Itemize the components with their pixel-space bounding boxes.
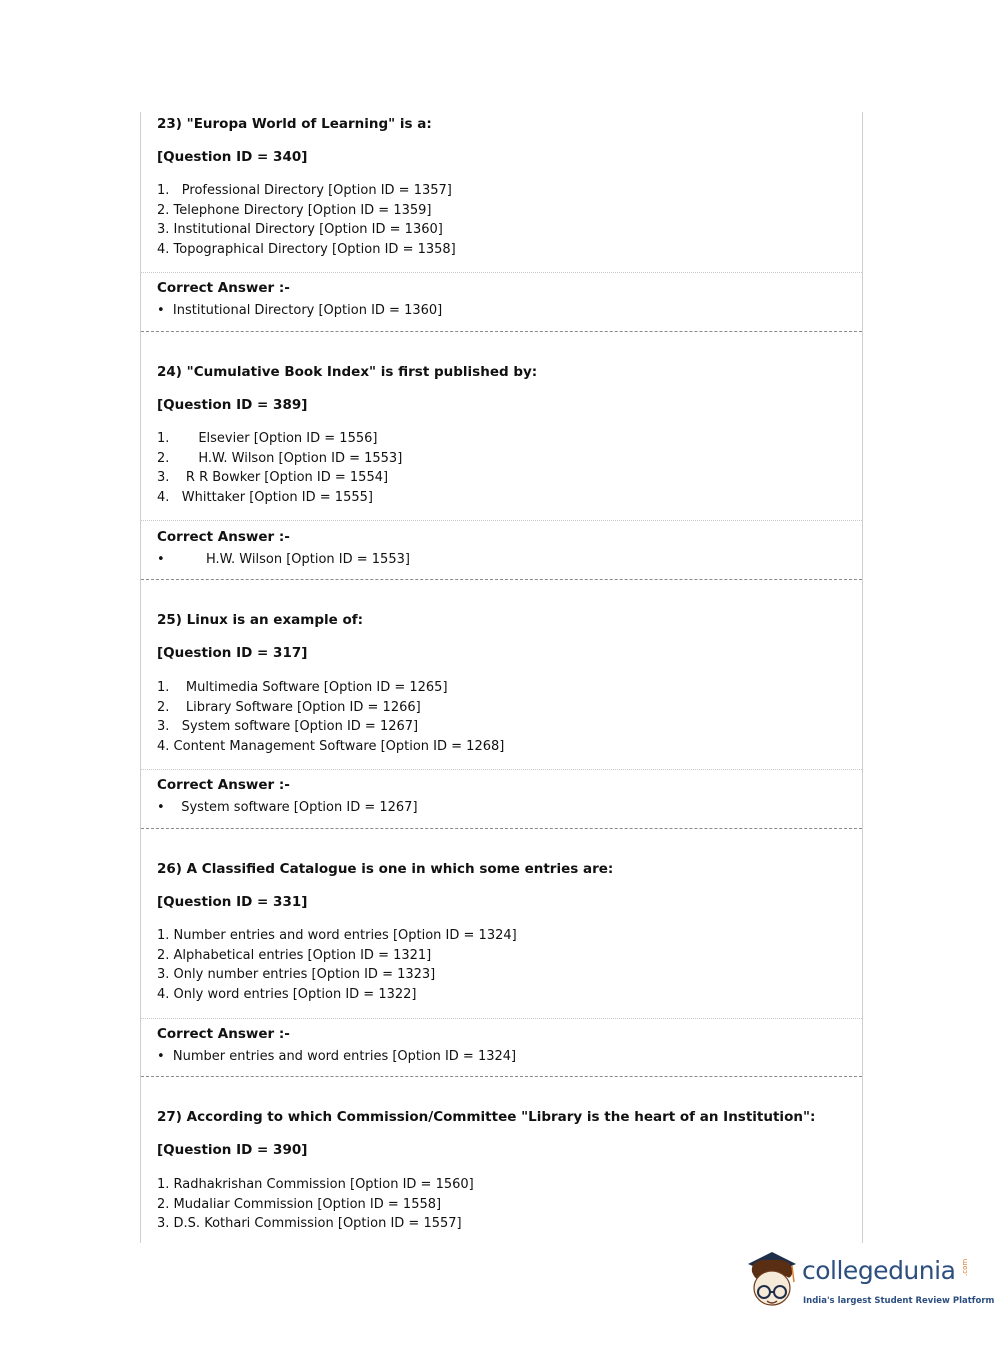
option-item: 2. H.W. Wilson [Option ID = 1553] bbox=[157, 450, 403, 466]
option-list bbox=[157, 678, 504, 756]
option-item: 4. Topographical Directory [Option ID = 1358] bbox=[157, 241, 456, 257]
correct-answer: • System software [Option ID = 1267] bbox=[157, 800, 418, 815]
collegedunia-logo bbox=[742, 1250, 995, 1320]
option-item: 1. Radhakrishan Commission [Option ID = 1560] bbox=[157, 1177, 474, 1192]
option-item: 3. R R Bowker [Option ID = 1554] bbox=[157, 470, 389, 486]
option-item: 3. D.S. Kothari Commission [Option ID = 1557] bbox=[157, 1216, 462, 1232]
correct-answer-label: Correct Answer :- bbox=[157, 529, 290, 545]
section-divider bbox=[141, 272, 862, 273]
option-item: 3. Institutional Directory [Option ID = 1360] bbox=[157, 222, 443, 238]
question-title: 26) A Classified Catalogue is one in which some entries are: bbox=[157, 861, 614, 877]
mascot-icon bbox=[742, 1250, 802, 1320]
option-item: 4. Whittaker [Option ID = 1555] bbox=[157, 489, 373, 505]
option-list bbox=[157, 181, 456, 259]
option-item: 2. Telephone Directory [Option ID = 1359] bbox=[157, 202, 432, 218]
section-divider bbox=[141, 1018, 862, 1019]
question-id: [Question ID = 317] bbox=[157, 645, 308, 661]
option-list bbox=[157, 926, 517, 1004]
question-id: [Question ID = 389] bbox=[157, 397, 308, 413]
question-sheet bbox=[140, 112, 863, 1243]
option-item: 2. Mudaliar Commission [Option ID = 1558] bbox=[157, 1196, 442, 1212]
question-id: [Question ID = 340] bbox=[157, 149, 308, 165]
correct-answer-label: Correct Answer :- bbox=[157, 1026, 290, 1042]
question-divider bbox=[141, 579, 862, 580]
option-item: 3. System software [Option ID = 1267] bbox=[157, 719, 419, 735]
correct-answer-label: Correct Answer :- bbox=[157, 777, 290, 793]
option-item: 1. Multimedia Software [Option ID = 1265] bbox=[157, 680, 448, 695]
option-item: 2. Library Software [Option ID = 1266] bbox=[157, 699, 421, 715]
logo-suffix: .com bbox=[961, 1258, 969, 1276]
logo-name: collegedunia bbox=[802, 1256, 956, 1285]
option-item: 2. Alphabetical entries [Option ID = 1321] bbox=[157, 947, 432, 963]
question-title: 24) "Cumulative Book Index" is first published by: bbox=[157, 364, 538, 380]
question-divider bbox=[141, 331, 862, 332]
option-list bbox=[157, 429, 402, 507]
correct-answer-label: Correct Answer :- bbox=[157, 280, 290, 296]
question-title: 25) Linux is an example of: bbox=[157, 612, 364, 628]
question-id: [Question ID = 331] bbox=[157, 894, 308, 910]
option-item: 1. Professional Directory [Option ID = 1357] bbox=[157, 183, 452, 198]
option-item: 3. Only number entries [Option ID = 1323] bbox=[157, 967, 436, 983]
correct-answer: • H.W. Wilson [Option ID = 1553] bbox=[157, 552, 410, 567]
question-divider bbox=[141, 1076, 862, 1077]
question-title: 27) According to which Commission/Committee "Library is the heart of an Institution": bbox=[157, 1109, 816, 1125]
logo-tagline: India's largest Student Review Platform bbox=[803, 1296, 995, 1306]
option-list bbox=[157, 1175, 474, 1234]
section-divider bbox=[141, 769, 862, 770]
option-item: 1. Number entries and word entries [Option ID = 1324] bbox=[157, 928, 517, 943]
option-item: 4. Content Management Software [Option ID = 1268] bbox=[157, 738, 505, 754]
correct-answer: • Number entries and word entries [Option ID = 1324] bbox=[157, 1049, 517, 1064]
correct-answer: • Institutional Directory [Option ID = 1360] bbox=[157, 303, 443, 318]
option-item: 1. Elsevier [Option ID = 1556] bbox=[157, 431, 378, 446]
question-id: [Question ID = 390] bbox=[157, 1142, 308, 1158]
section-divider bbox=[141, 520, 862, 521]
question-title: 23) "Europa World of Learning" is a: bbox=[157, 116, 432, 132]
question-divider bbox=[141, 828, 862, 829]
option-item: 4. Only word entries [Option ID = 1322] bbox=[157, 986, 417, 1002]
